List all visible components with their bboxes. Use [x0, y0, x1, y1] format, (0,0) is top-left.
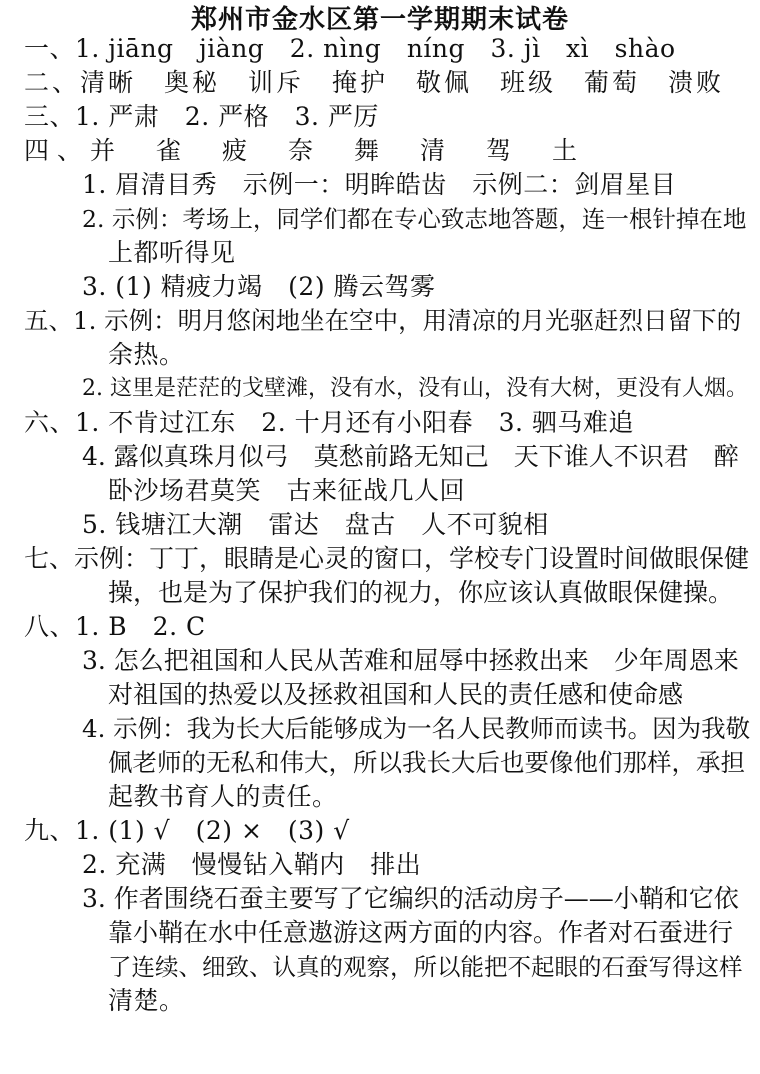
answer-line-7-cont: 操，也是为了保护我们的视力，你应该认真做眼保健操。: [108, 578, 734, 607]
answer-line-4-2: 2. 示例：考场上，同学们都在专心致志地答题，连一根针掉在地: [82, 205, 747, 233]
answer-line-6-4: 4. 露似真珠月似弓 莫愁前路无知己 天下谁人不识君 醉: [82, 442, 739, 471]
answer-line-6-5: 5. 钱塘江大潮 雷达 盘古 人不可貌相: [82, 510, 549, 539]
answer-line-6-1: 六、1. 不肯过江东 2. 十月还有小阳春 3. 驷马难追: [24, 408, 634, 437]
answer-line-9-1: 九、1. (1) √ (2) × (3) √: [24, 816, 350, 845]
answer-line-9-2: 2. 充满 慢慢钻入鞘内 排出: [82, 850, 422, 879]
answer-line-9-3-cont-2: 了连续、细致、认真的观察，所以能把不起眼的石蚕写得这样: [108, 953, 743, 981]
answer-line-8-3-cont: 对祖国的热爱以及拯救祖国和人民的责任感和使命感: [108, 680, 684, 709]
answer-line-9-3: 3. 作者围绕石蚕主要写了它编织的活动房子——小鞘和它依: [82, 884, 739, 913]
answer-line-5-2: 2. 这里是茫茫的戈壁滩，没有水，没有山，没有大树，更没有人烟。: [82, 376, 748, 401]
answer-line-7: 七、示例：丁丁，眼睛是心灵的窗口，学校专门设置时间做眼保健: [24, 544, 750, 573]
answer-line-3: 三、1. 严肃 2. 严格 3. 严厉: [24, 102, 379, 131]
answer-line-9-3-cont: 靠小鞘在水中任意遨游这两方面的内容。作者对石蚕进行: [108, 918, 734, 947]
answer-line-4-1: 1. 眉清目秀 示例一：明眸皓齿 示例二：剑眉星目: [82, 170, 677, 199]
answer-line-5-1: 五、1. 示例：明月悠闲地坐在空中，用清凉的月光驱赶烈日留下的: [24, 306, 742, 335]
answer-line-4-characters: 四、并 雀 疲 奈 舞 清 驾 土: [24, 136, 586, 165]
answer-line-8-4-end: 起教书育人的责任。: [108, 782, 338, 811]
answer-line-8-3: 3. 怎么把祖国和人民从苦难和屈辱中拯救出来 少年周恩来: [82, 646, 739, 675]
answer-line-8-4-cont: 佩老师的无私和伟大，所以我长大后也要像他们那样，承担: [108, 748, 745, 777]
answer-line-2-words: 二、清晰 奥秘 训斥 掩护 敬佩 班级 葡萄 溃败: [24, 68, 725, 97]
answer-line-4-2-cont: 上都听得见: [108, 238, 236, 267]
answer-line-5-1-cont: 余热。: [108, 340, 185, 369]
answer-line-8-1: 八、1. B 2. C: [24, 612, 206, 641]
answer-line-4-3: 3. (1) 精疲力竭 (2) 腾云驾雾: [82, 272, 436, 301]
answer-line-8-4: 4. 示例：我为长大后能够成为一名人民教师而读书。因为我敬: [82, 714, 751, 743]
answer-line-1-pinyin: 一、1. jiāng jiàng 2. nìng níng 3. jì xì shào: [24, 34, 676, 63]
page-title: 郑州市金水区第一学期期末试卷: [190, 5, 569, 35]
answer-line-9-3-end: 清楚。: [108, 986, 185, 1015]
answer-line-6-4-cont: 卧沙场君莫笑 古来征战几人回: [108, 476, 466, 505]
